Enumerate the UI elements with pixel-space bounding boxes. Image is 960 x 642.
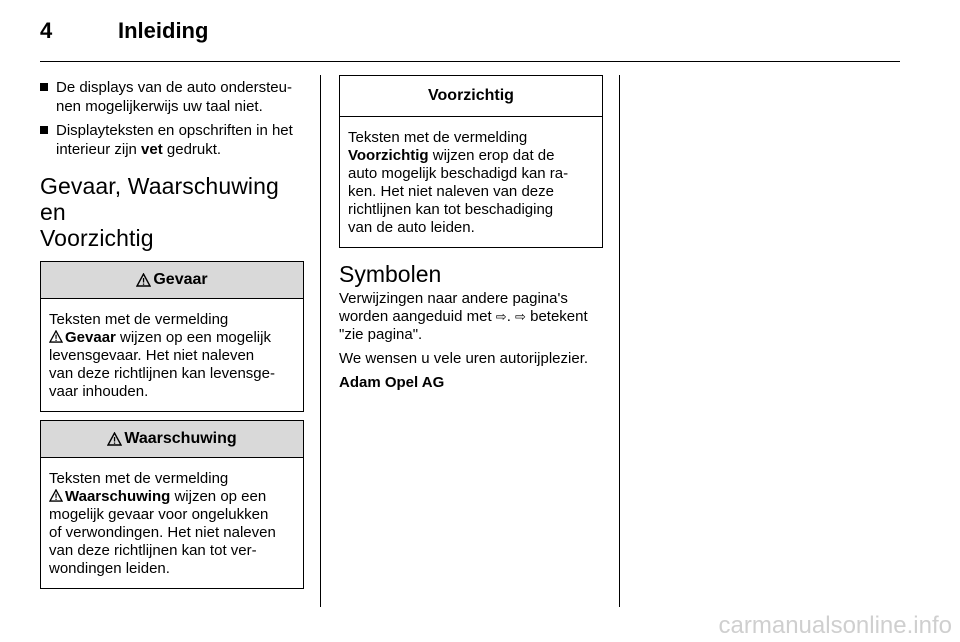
page-number: 4 <box>40 18 53 43</box>
box-body <box>41 458 303 588</box>
watermark: carmanualsonline.info <box>718 612 952 639</box>
column-two <box>339 75 603 398</box>
text-line: mogelijk gevaar voor ongelukken <box>49 506 269 523</box>
text-line: van de auto leiden. <box>348 219 475 236</box>
bullet-text-line: Displayteksten en opschriften in het <box>56 122 293 139</box>
box-header <box>41 262 303 299</box>
text-span: betekent <box>525 308 588 325</box>
text-line: Teksten met de vermelding <box>49 470 229 487</box>
bullet-text-line: nen mogelijkerwijs uw taal niet. <box>56 98 263 115</box>
text-line: van deze richtlijnen kan tot ver- <box>49 542 257 559</box>
text-span: wijzen op een <box>170 488 267 505</box>
heading-line: Voorzichtig <box>40 225 154 251</box>
column-divider-right <box>619 75 620 607</box>
box-title: Waarschuwing <box>124 430 237 447</box>
warning-triangle-icon <box>49 489 63 502</box>
symbolen-heading: Symbolen <box>339 261 442 287</box>
signature: Adam Opel AG <box>339 374 445 391</box>
symbolen-paragraph <box>339 290 603 344</box>
section-heading <box>40 173 304 251</box>
header-divider <box>40 61 900 62</box>
box-body <box>41 299 303 411</box>
text-line <box>49 329 295 347</box>
closing-paragraph: We wensen u vele uren autorijplezier. <box>339 350 589 367</box>
warning-triangle-icon <box>107 432 122 446</box>
text-line: vaar inhouden. <box>49 383 149 400</box>
gevaar-box <box>40 261 304 412</box>
reference-arrow-icon: ⇨ <box>495 309 507 324</box>
text-span: . <box>506 308 516 325</box>
text-line: of verwondingen. Het niet naleven <box>49 524 276 541</box>
warning-triangle-icon <box>49 330 63 343</box>
waarschuwing-box <box>40 420 304 589</box>
bullet-square-icon <box>40 126 48 134</box>
bold-text: vet <box>141 141 163 158</box>
bold-text: Waarschuwing <box>65 488 171 505</box>
column-divider-left <box>320 75 321 607</box>
box-body <box>340 117 602 247</box>
text-line: levensgevaar. Het niet naleven <box>49 347 255 364</box>
text-line: Verwijzingen naar andere pagina's <box>339 290 568 307</box>
bullet-text-line: De displays van de auto ondersteu- <box>56 79 292 96</box>
text-span: wijzen op een mogelijk <box>115 329 271 346</box>
heading-line: Gevaar, Waarschuwing en <box>40 173 279 225</box>
box-header <box>41 421 303 458</box>
box-title: Gevaar <box>153 271 208 288</box>
text-line: wondingen leiden. <box>49 560 170 577</box>
text-line: Teksten met de vermelding <box>49 311 229 328</box>
warning-triangle-icon <box>136 273 151 287</box>
box-title: Voorzichtig <box>428 87 514 104</box>
text-span: gedrukt. <box>162 141 222 158</box>
bullet-text-line <box>56 140 304 159</box>
bold-text: Gevaar <box>65 329 116 346</box>
bold-text: Voorzichtig <box>348 147 429 164</box>
text-span: worden aangeduid met <box>339 308 496 325</box>
text-line: van deze richtlijnen kan levensge- <box>49 365 275 382</box>
box-header <box>340 76 602 117</box>
list-item <box>40 78 304 116</box>
bullet-square-icon <box>40 83 48 91</box>
text-line: richtlijnen kan tot beschadiging <box>348 201 554 218</box>
text-line <box>339 308 603 326</box>
text-line: Teksten met de vermelding <box>348 129 528 146</box>
text-span: interieur zijn <box>56 141 142 158</box>
text-line <box>348 147 594 165</box>
text-line: auto mogelijk beschadigd kan ra- <box>348 165 569 182</box>
text-line: "zie pagina". <box>339 326 423 343</box>
reference-arrow-icon: ⇨ <box>515 309 526 324</box>
column-one <box>40 78 304 589</box>
voorzichtig-box <box>339 75 603 248</box>
text-line <box>49 488 295 506</box>
chapter-title: Inleiding <box>118 18 209 43</box>
text-line: ken. Het niet naleven van deze <box>348 183 554 200</box>
text-span: wijzen erop dat de <box>428 147 555 164</box>
list-item <box>40 121 304 159</box>
